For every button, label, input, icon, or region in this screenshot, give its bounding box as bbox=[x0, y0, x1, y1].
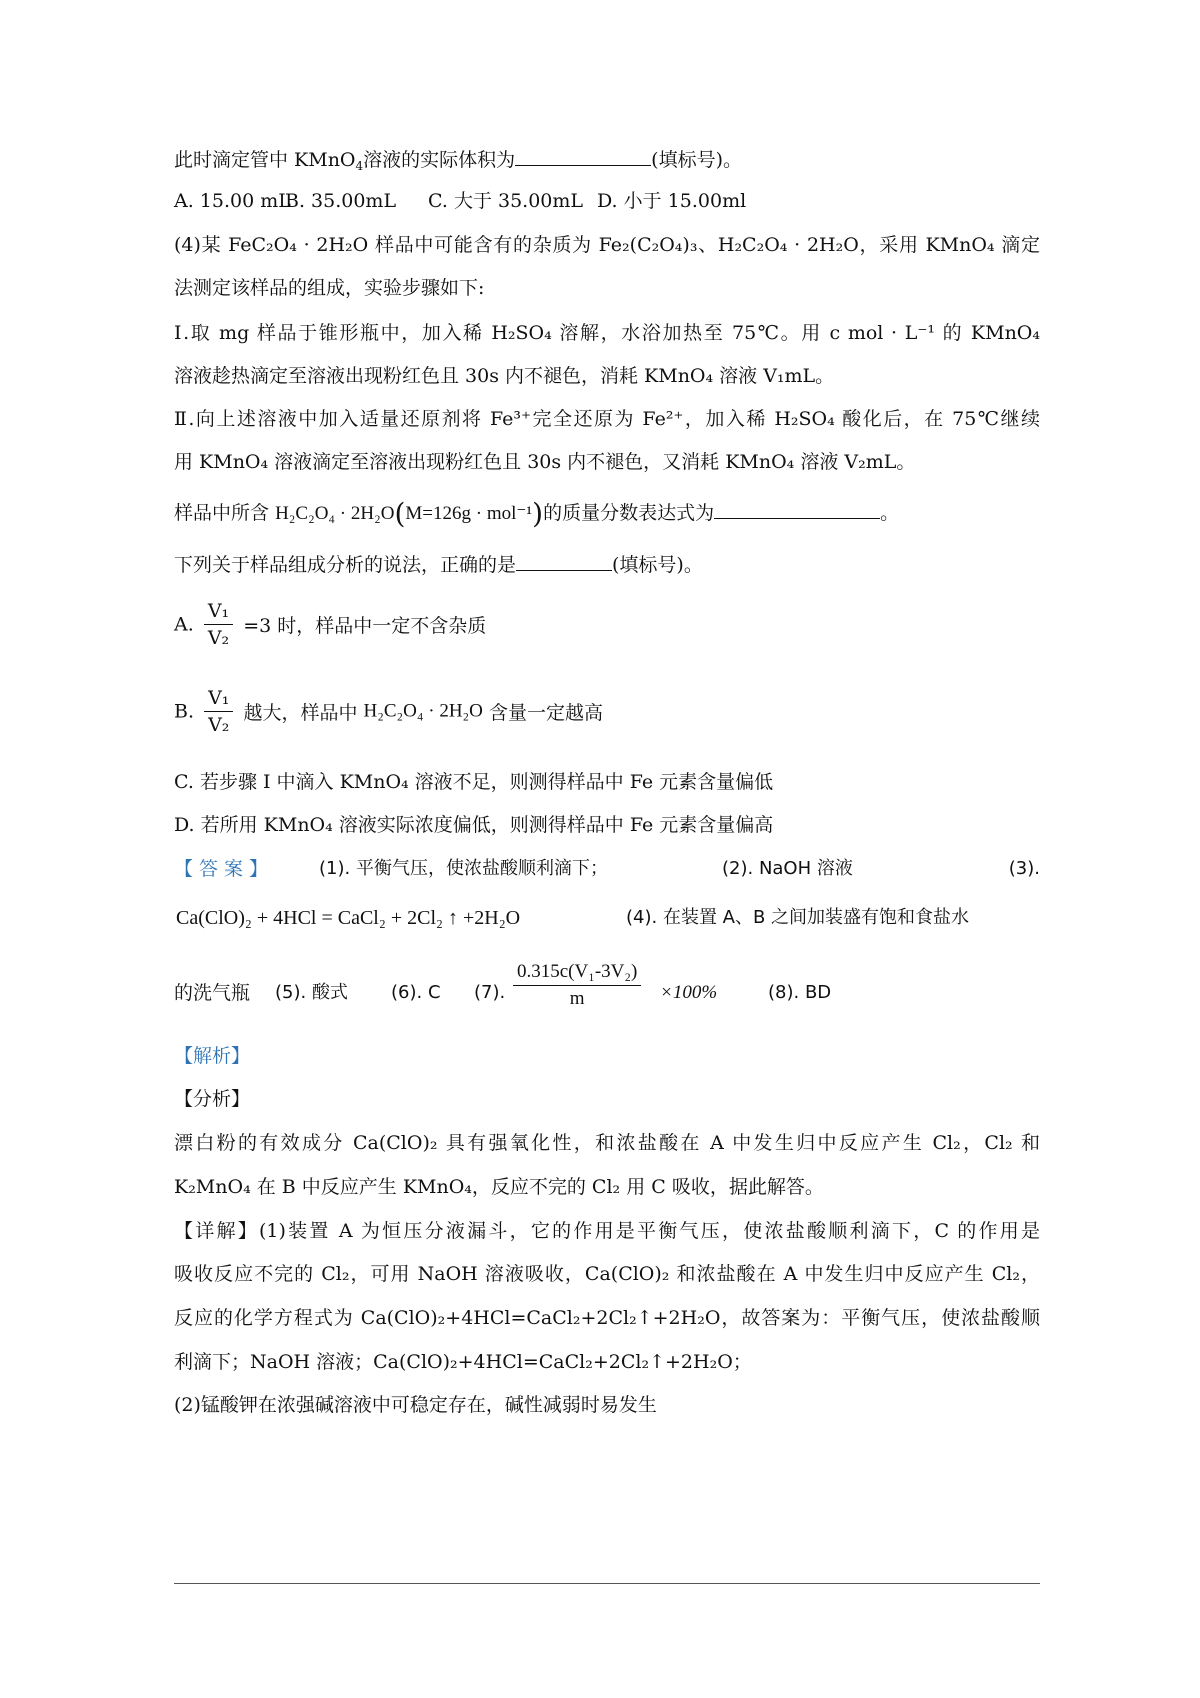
option-text: 含量一定越高 bbox=[488, 702, 603, 724]
question-line-9 bbox=[174, 497, 900, 530]
answer-item-6: (6). C bbox=[391, 982, 441, 1003]
text: 。 bbox=[880, 502, 900, 524]
document-page bbox=[174, 0, 1040, 1698]
text: 下列关于样品组成分析的说法，正确的是 bbox=[174, 554, 517, 576]
answer-item-2: (2). NaOH 溶液 bbox=[722, 858, 853, 879]
option-a bbox=[174, 598, 486, 651]
option-b bbox=[174, 685, 603, 738]
denominator: m bbox=[569, 988, 585, 1009]
detail-line-2: 吸收反应不完的 Cl₂，可用 NaOH 溶液吸收，Ca(ClO)₂ 和浓盐酸在 A 中发生归中反应产生 Cl₂， bbox=[174, 1263, 1040, 1285]
detail-line-1: 【详解】(1)装置 A 为恒压分液漏斗，它的作用是平衡气压，使浓盐酸顺利滴下，C 的作用是 bbox=[174, 1220, 1040, 1242]
answer-tag: 【答案】 bbox=[174, 858, 275, 880]
question-line-10 bbox=[174, 552, 703, 577]
answer-item-4: (4). 在装置 A、B 之间加装盛有饱和食盐水 bbox=[626, 907, 970, 928]
paren-open: ( bbox=[394, 497, 406, 530]
denominator: V₂ bbox=[208, 714, 230, 736]
formula: H₂C₂O₄ · 2H₂O bbox=[275, 503, 395, 524]
text: (填标号)。 bbox=[612, 554, 703, 576]
answer-item-4-cont: 的洗气瓶 bbox=[174, 982, 251, 1004]
step-2-line-2: 用 KMnO₄ 溶液滴定至溶液出现粉红色且 30s 内不褪色，又消耗 KMnO₄ 溶液 V₂mL。 bbox=[174, 451, 916, 473]
numerator: V₁ bbox=[204, 685, 233, 712]
percent-factor: ×100% bbox=[660, 982, 718, 1003]
choice-d: D. 小于 15.00ml bbox=[597, 190, 747, 212]
analysis-paragraph-line-2: K₂MnO₄ 在 B 中反应产生 KMnO₄，反应不完的 Cl₂ 用 C 吸收，据此解答。 bbox=[174, 1176, 824, 1198]
answer-item-3-label: (3). bbox=[1008, 858, 1040, 879]
analysis-paragraph-line-1: 漂白粉的有效成分 Ca(ClO)₂ 具有强氧化性，和浓盐酸在 A 中发生归中反应产生 Cl₂，Cl₂ 和 bbox=[174, 1132, 1040, 1154]
detail-line-3: 反应的化学方程式为 Ca(ClO)₂+4HCl=CaCl₂+2Cl₂↑+2H₂O，故答案为：平衡气压，使浓盐酸顺 bbox=[174, 1307, 1040, 1329]
footer-divider bbox=[174, 1583, 1040, 1584]
answer-blank bbox=[714, 500, 880, 519]
answer-item-1: (1). 平衡气压，使浓盐酸顺利滴下； bbox=[319, 858, 608, 879]
numerator: 0.315c(V₁-3V₂) bbox=[513, 959, 641, 986]
answer-blank bbox=[515, 147, 651, 166]
option-c: C. 若步骤 I 中滴入 KMnO₄ 溶液不足，则测得样品中 Fe 元素含量偏低 bbox=[174, 771, 774, 793]
answer-item-5: (5). 酸式 bbox=[275, 982, 348, 1003]
mass-fraction-expression bbox=[513, 959, 641, 1012]
chemical-equation: Ca(ClO)₂ + 4HCl = CaCl₂ + 2Cl₂ ↑ +2H₂O bbox=[176, 907, 521, 929]
text: 样品中所含 bbox=[174, 502, 270, 524]
molar-mass: M=126g · mol⁻¹ bbox=[405, 503, 533, 524]
question-line-3: (4)某 FeC₂O₄ · 2H₂O 样品中可能含有的杂质为 Fe₂(C₂O₄)₃、H₂C₂O₄ · 2H₂O，采用 KMnO₄ 滴定 bbox=[174, 234, 1040, 256]
detail-line-5: (2)锰酸钾在浓强碱溶液中可稳定存在，碱性减弱时易发生 bbox=[174, 1394, 657, 1416]
analysis-subtag: 【分析】 bbox=[174, 1088, 251, 1110]
option-label: A. bbox=[174, 613, 194, 636]
option-text: 越大，样品中 bbox=[243, 702, 358, 724]
text: (填标号)。 bbox=[651, 149, 742, 171]
step-1-line-1: Ⅰ.取 mg 样品于锥形瓶中，加入稀 H₂SO₄ 溶解，水浴加热至 75℃。用 c mol · L⁻¹ 的 KMnO₄ bbox=[174, 322, 1040, 344]
text: 的质量分数表达式为 bbox=[543, 502, 715, 524]
option-text: =3 时，样品中一定不含杂质 bbox=[243, 615, 487, 637]
denominator: V₂ bbox=[207, 627, 230, 649]
fraction bbox=[204, 685, 233, 738]
fraction bbox=[204, 598, 233, 651]
paren-close: ) bbox=[532, 497, 544, 530]
question-line-4: 法测定该样品的组成，实验步骤如下: bbox=[174, 277, 485, 299]
analysis-tag: 【解析】 bbox=[174, 1045, 251, 1067]
answer-blank bbox=[516, 552, 612, 571]
detail-line-4: 利滴下；NaOH 溶液；Ca(ClO)₂+4HCl=CaCl₂+2Cl₂↑+2H₂O； bbox=[174, 1351, 752, 1373]
text: 溶液的实际体积为 bbox=[363, 149, 516, 171]
option-label: B. bbox=[174, 700, 195, 723]
choice-a: A. 15.00 mL bbox=[174, 190, 291, 212]
step-2-line-1: Ⅱ.向上述溶液中加入适量还原剂将 Fe³⁺完全还原为 Fe²⁺，加入稀 H₂SO₄ 酸化后，在 75℃继续 bbox=[174, 408, 1040, 430]
choice-b: B. 35.00mL bbox=[285, 190, 397, 212]
choice-c: C. 大于 35.00mL bbox=[428, 190, 584, 212]
formula: H₂C₂O₄ · 2H₂O bbox=[363, 700, 483, 722]
answer-line-3 bbox=[174, 963, 1040, 1023]
answer-item-8: (8). BD bbox=[768, 982, 832, 1003]
text: 此时滴定管中 KMnO bbox=[174, 149, 356, 171]
answer-item-7-label: (7). bbox=[474, 982, 506, 1003]
option-d: D. 若所用 KMnO₄ 溶液实际浓度偏低，则测得样品中 Fe 元素含量偏高 bbox=[174, 814, 774, 836]
question-line-1 bbox=[174, 147, 742, 172]
numerator: V₁ bbox=[204, 598, 233, 625]
step-1-line-2: 溶液趁热滴定至溶液出现粉红色且 30s 内不褪色，消耗 KMnO₄ 溶液 V₁mL。 bbox=[174, 365, 835, 387]
subscript: 4 bbox=[355, 159, 364, 173]
